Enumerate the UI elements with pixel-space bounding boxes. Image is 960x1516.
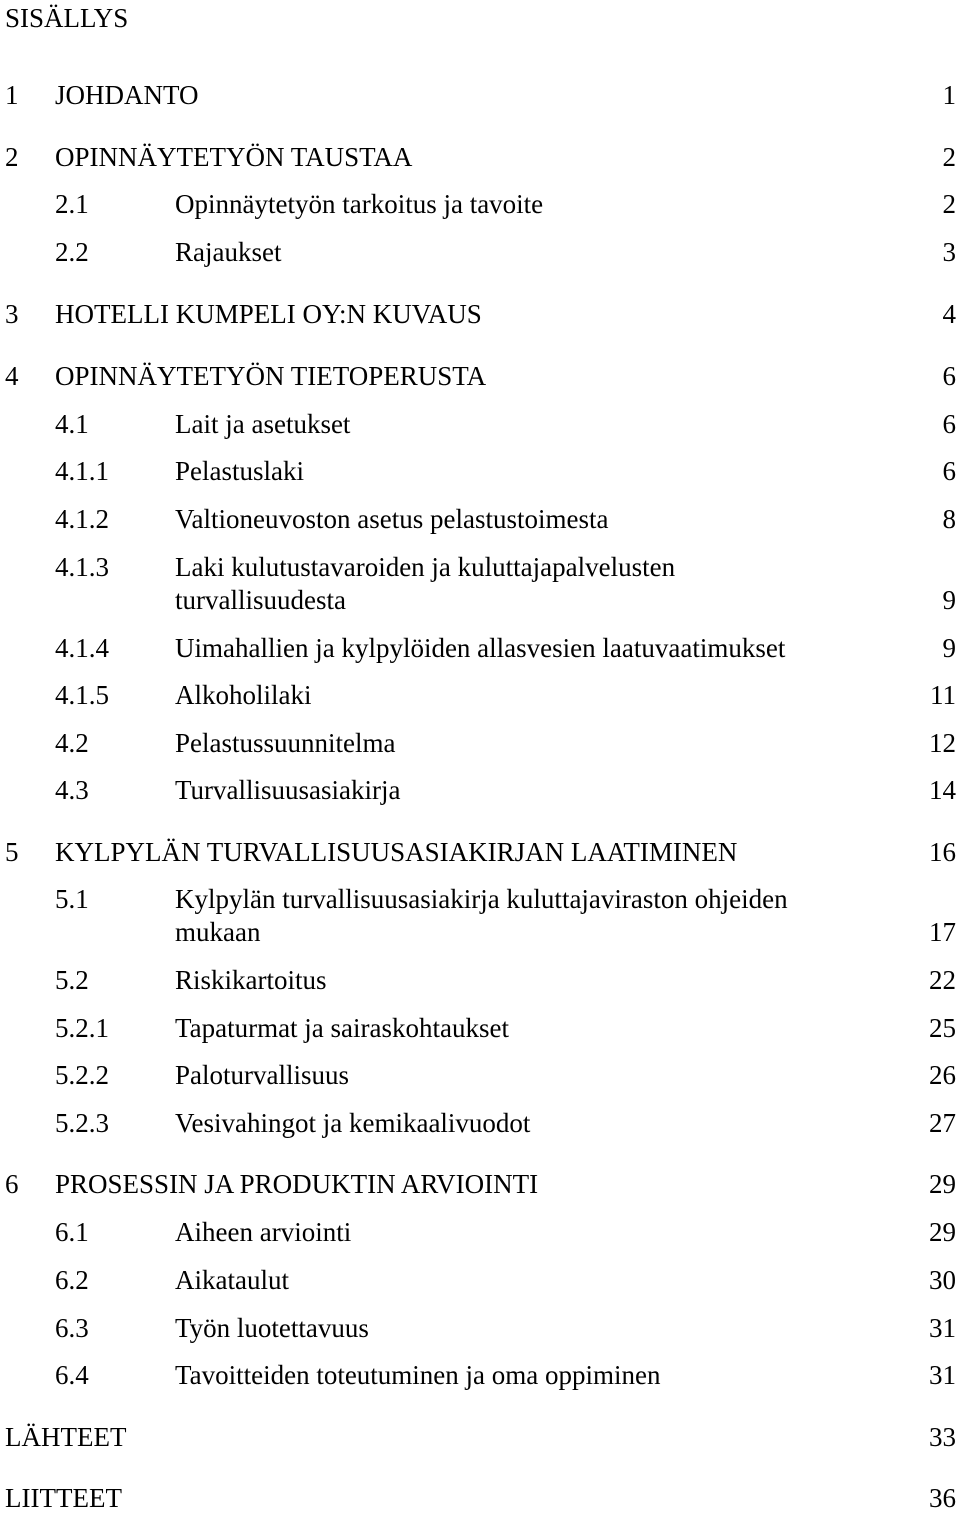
page-number: 33 [929, 1422, 956, 1452]
section-number: 5.2.1 [55, 1013, 109, 1043]
toc-entry-4[interactable] [0, 358, 960, 394]
section-number: 6.2 [55, 1265, 89, 1295]
toc-entry-4-1-4[interactable] [0, 630, 960, 666]
page-number: 27 [929, 1108, 956, 1138]
section-number: 6.1 [55, 1217, 89, 1247]
page-number: 17 [929, 917, 956, 947]
page-number: 14 [929, 775, 956, 805]
section-title: Tapaturmat ja sairaskohtaukset [175, 1013, 509, 1043]
page-number: 6 [942, 361, 956, 391]
section-number: 4.1.1 [55, 456, 109, 486]
section-title: Laki kulutustavaroiden ja kuluttajapalvelusten turvallisuudesta [175, 552, 676, 615]
toc-entry-4-1[interactable] [0, 406, 960, 442]
toc-entry-liitteet[interactable] [0, 1480, 960, 1516]
toc-entry-2[interactable] [0, 139, 960, 175]
toc-entry-4-3[interactable] [0, 772, 960, 808]
section-title: Aikataulut [175, 1265, 289, 1295]
section-number: 4.1 [55, 409, 89, 439]
page-number: 26 [929, 1060, 956, 1090]
toc-entry-2-2[interactable] [0, 234, 960, 270]
page-number: 29 [929, 1169, 956, 1199]
toc-entry-5-2-3[interactable] [0, 1105, 960, 1141]
section-number: 4.2 [55, 728, 89, 758]
section-number: 6.4 [55, 1360, 89, 1390]
page-number: 9 [942, 633, 956, 663]
toc-entry-5-1[interactable] [0, 883, 960, 953]
toc-entry-4-2[interactable] [0, 725, 960, 761]
section-number: 4.3 [55, 775, 89, 805]
page-number: 30 [929, 1265, 956, 1295]
section-title: Valtioneuvoston asetus pelastustoimesta [175, 504, 609, 534]
section-title: OPINNÄYTETYÖN TAUSTAA [55, 142, 413, 172]
section-title: Pelastuslaki [175, 456, 304, 486]
section-number: 2.2 [55, 237, 89, 267]
page-number: 9 [942, 585, 956, 615]
section-number: 4.1.4 [55, 633, 109, 663]
page-number: 36 [929, 1483, 956, 1513]
page-number: 1 [942, 80, 956, 110]
section-title: Rajaukset [175, 237, 282, 267]
page-number: 22 [929, 965, 956, 995]
toc-entry-1[interactable] [0, 77, 960, 113]
toc-entry-6-2[interactable] [0, 1262, 960, 1298]
page-number: 2 [942, 142, 956, 172]
toc-entry-6-3[interactable] [0, 1310, 960, 1346]
toc-entry-5-2[interactable] [0, 962, 960, 998]
page-number: 25 [929, 1013, 956, 1043]
toc-entry-6[interactable] [0, 1166, 960, 1202]
toc-entry-6-1[interactable] [0, 1214, 960, 1250]
toc-entry-lahteet[interactable] [0, 1419, 960, 1455]
section-number: 2 [5, 142, 19, 172]
section-title: Tavoitteiden toteutuminen ja oma oppiminen [175, 1360, 661, 1390]
section-number: 4.1.2 [55, 504, 109, 534]
page-number: 29 [929, 1217, 956, 1247]
section-title: Vesivahingot ja kemikaalivuodot [175, 1108, 531, 1138]
section-number: 4.1.5 [55, 680, 109, 710]
section-title: Pelastussuunnitelma [175, 728, 396, 758]
section-title: HOTELLI KUMPELI OY:N KUVAUS [55, 299, 482, 329]
page-number: 4 [942, 299, 956, 329]
section-number: 5.2.3 [55, 1108, 109, 1138]
page-number: 6 [942, 456, 956, 486]
section-number: 4 [5, 361, 19, 391]
page-number: 16 [929, 837, 956, 867]
section-number: 6.3 [55, 1313, 89, 1343]
section-number: 5.2.2 [55, 1060, 109, 1090]
toc-entry-5-2-1[interactable] [0, 1010, 960, 1046]
section-title: Lait ja asetukset [175, 409, 351, 439]
section-number: 2.1 [55, 189, 89, 219]
toc-entry-4-1-3[interactable] [0, 551, 960, 621]
page-number: 8 [942, 504, 956, 534]
section-title: KYLPYLÄN TURVALLISUUSASIAKIRJAN LAATIMINEN [55, 837, 738, 867]
section-title: Kylpylän turvallisuusasiakirja kuluttajaviraston ohjeiden mukaan [175, 884, 788, 947]
section-number: 1 [5, 80, 19, 110]
toc-entry-5[interactable] [0, 834, 960, 870]
section-number: 5.2 [55, 965, 89, 995]
page-number: 31 [929, 1313, 956, 1343]
section-title: PROSESSIN JA PRODUKTIN ARVIOINTI [55, 1169, 539, 1199]
section-title: LÄHTEET [5, 1422, 127, 1452]
page-number: 12 [929, 728, 956, 758]
section-title: Uimahallien ja kylpylöiden allasvesien laatuvaatimukset [175, 633, 786, 663]
section-title: LIITTEET [5, 1483, 122, 1513]
toc-entry-2-1[interactable] [0, 186, 960, 222]
section-number: 6 [5, 1169, 19, 1199]
toc-entry-6-4[interactable] [0, 1357, 960, 1393]
section-number: 5.1 [55, 884, 89, 914]
toc-entry-4-1-1[interactable] [0, 453, 960, 489]
section-title: JOHDANTO [55, 80, 199, 110]
toc-entry-4-1-2[interactable] [0, 501, 960, 537]
page-number: 6 [942, 409, 956, 439]
toc-entry-4-1-5[interactable] [0, 677, 960, 713]
section-title: OPINNÄYTETYÖN TIETOPERUSTA [55, 361, 487, 391]
page-title: SISÄLLYS [5, 3, 129, 33]
page-number: 11 [930, 680, 956, 710]
page-number: 3 [942, 237, 956, 267]
section-title: Alkoholilaki [175, 680, 312, 710]
section-number: 5 [5, 837, 19, 867]
toc-entry-3[interactable] [0, 296, 960, 332]
section-title: Työn luotettavuus [175, 1313, 369, 1343]
section-title: Opinnäytetyön tarkoitus ja tavoite [175, 189, 544, 219]
section-title: Riskikartoitus [175, 965, 327, 995]
section-title: Paloturvallisuus [175, 1060, 349, 1090]
section-number: 3 [5, 299, 19, 329]
toc-entry-5-2-2[interactable] [0, 1057, 960, 1093]
page-number: 2 [942, 189, 956, 219]
page-number: 31 [929, 1360, 956, 1390]
section-title: Turvallisuusasiakirja [175, 775, 401, 805]
section-title: Aiheen arviointi [175, 1217, 352, 1247]
section-number: 4.1.3 [55, 552, 109, 582]
